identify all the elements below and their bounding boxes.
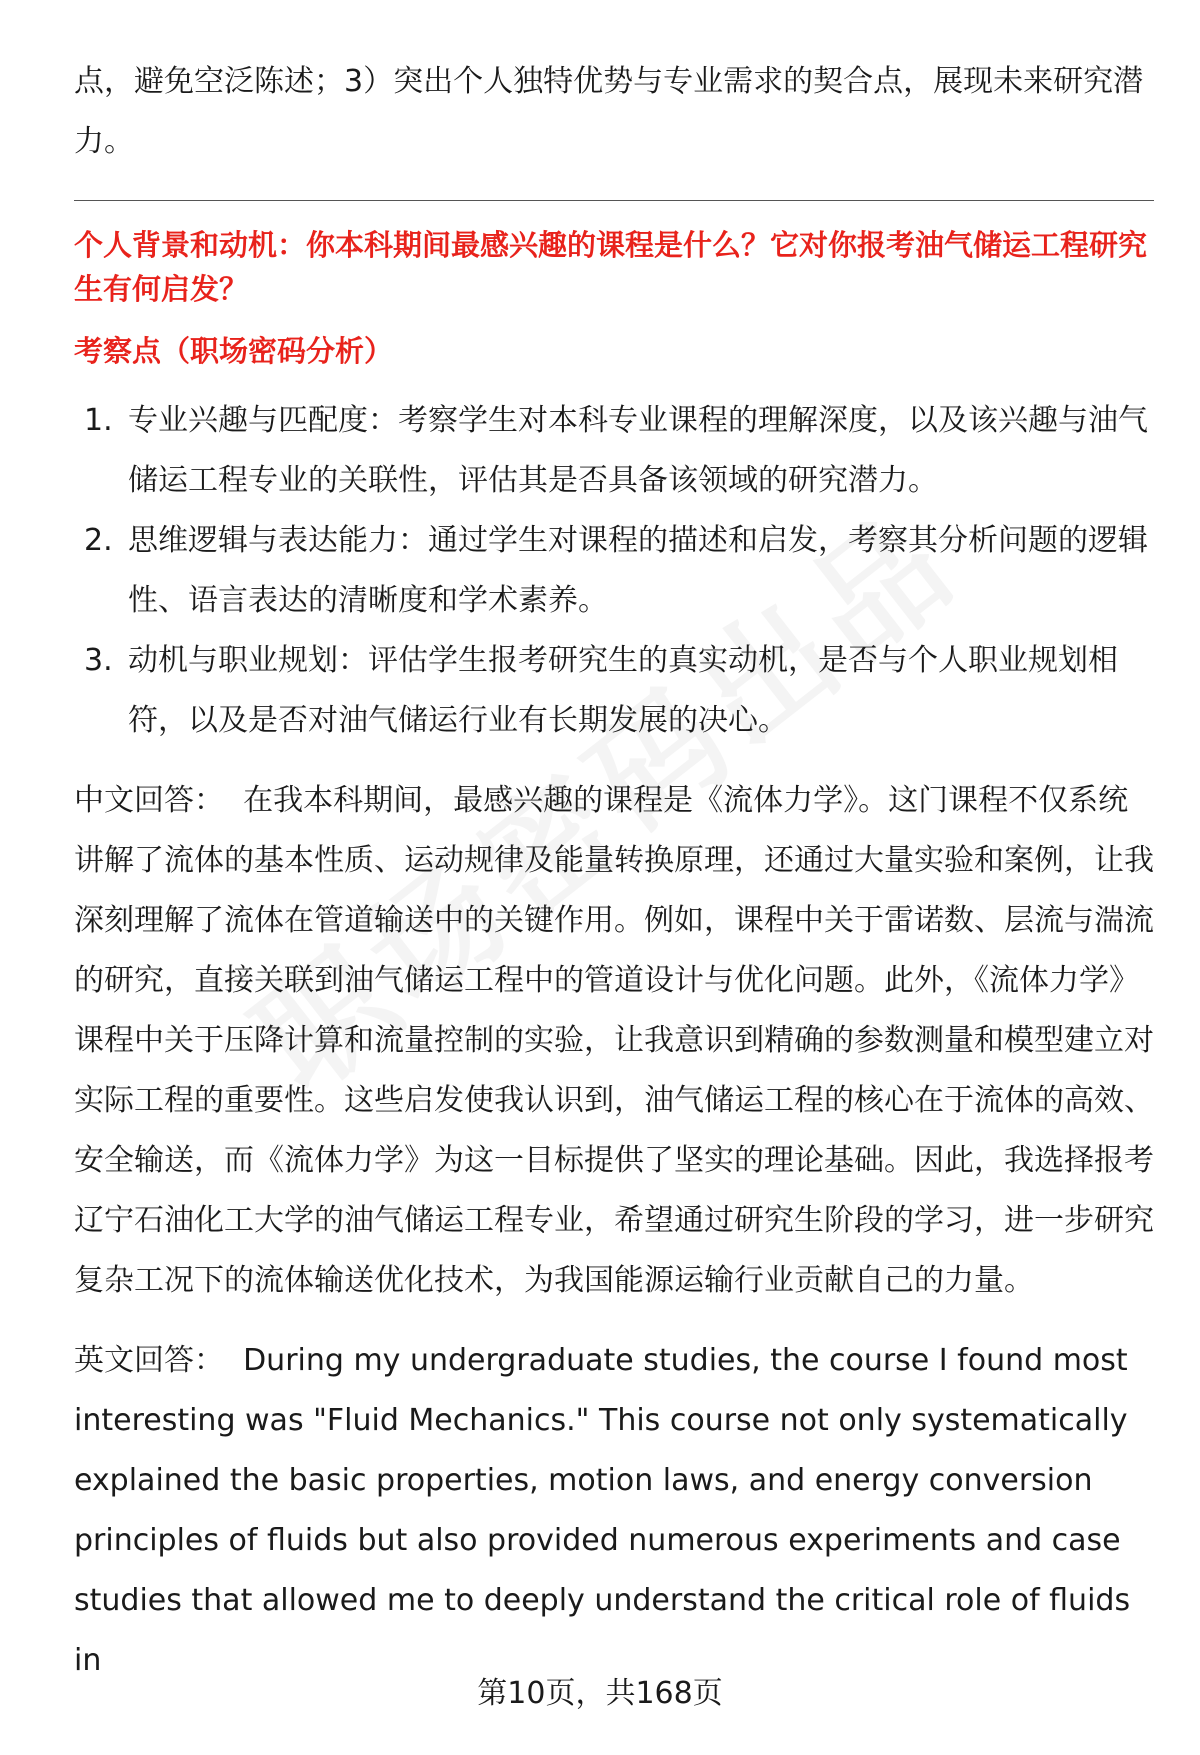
chinese-answer <box>74 771 1154 1311</box>
list-item-number: 3. <box>84 643 113 678</box>
chinese-answer-text: 在我本科期间，最感兴趣的课程是《流体力学》。这门课程不仅系统讲解了流体的基本性质、运动规律及能量转换原理，还通过大量实验和案例，让我深刻理解了流体在管道输送中的关键作用。例如，课程中关于雷诺数、层流与湍流的研究，直接关联到油气储运工程中的管道设计与优化问题。此外，《流体力学》课程中关于压降计算和流量控制的实验，让我意识到精确的参数测量和模型建立对实际工程的重要性。这些启发使我认识到，油气储运工程的核心在于流体的高效、安全输送，而《流体力学》为这一目标提供了坚实的理论基础。因此，我选择报考辽宁石油化工大学的油气储运工程专业，希望通过研究生阶段的学习，进一步研究复杂工况下的流体输送优化技术，为我国能源运输行业贡献自己的力量。 <box>74 783 1154 1298</box>
list-item-number: 2. <box>84 523 113 558</box>
list-item <box>74 631 1154 751</box>
section-divider <box>74 200 1154 201</box>
page-content <box>74 52 1154 1691</box>
intro-paragraph: 点，避免空泛陈述；3）突出个人独特优势与专业需求的契合点，展现未来研究潜力。 <box>74 64 1144 159</box>
list-item <box>74 391 1154 511</box>
list-item-text: 动机与职业规划：评估学生报考研究生的真实动机，是否与个人职业规划相符，以及是否对油气储运行业有长期发展的决心。 <box>128 643 1118 738</box>
english-answer-text: During my undergraduate studies, the course I found most interesting was "Fluid Mechanics." This course not only systematically explained the basic properties, motion laws, and energy conversion principles of fluids but also provided numerous experiments and case studies that allowed me to deeply understand the critical role of fluids in <box>74 1343 1131 1678</box>
list-item-number: 1. <box>84 403 113 438</box>
list-item <box>74 511 1154 631</box>
chinese-answer-spacer <box>224 783 243 818</box>
chinese-answer-label: 中文回答： <box>74 783 224 818</box>
english-answer-spacer <box>224 1343 243 1378</box>
question-heading: 个人背景和动机：你本科期间最感兴趣的课程是什么？它对你报考油气储运工程研究生有何启发？ <box>74 228 1148 306</box>
analysis-title: 考察点（职场密码分析） <box>74 334 394 368</box>
list-item-text: 专业兴趣与匹配度：考察学生对本科专业课程的理解深度，以及该兴趣与油气储运工程专业的关联性，评估其是否具备该领域的研究潜力。 <box>128 403 1148 498</box>
english-answer-label: 英文回答： <box>74 1343 224 1378</box>
list-item-text: 思维逻辑与表达能力：通过学生对课程的描述和启发，考察其分析问题的逻辑性、语言表达的清晰度和学术素养。 <box>128 523 1148 618</box>
english-answer <box>74 1331 1154 1691</box>
page-number-footer: 第10页，共168页 <box>477 1676 723 1711</box>
analysis-list <box>74 391 1154 751</box>
